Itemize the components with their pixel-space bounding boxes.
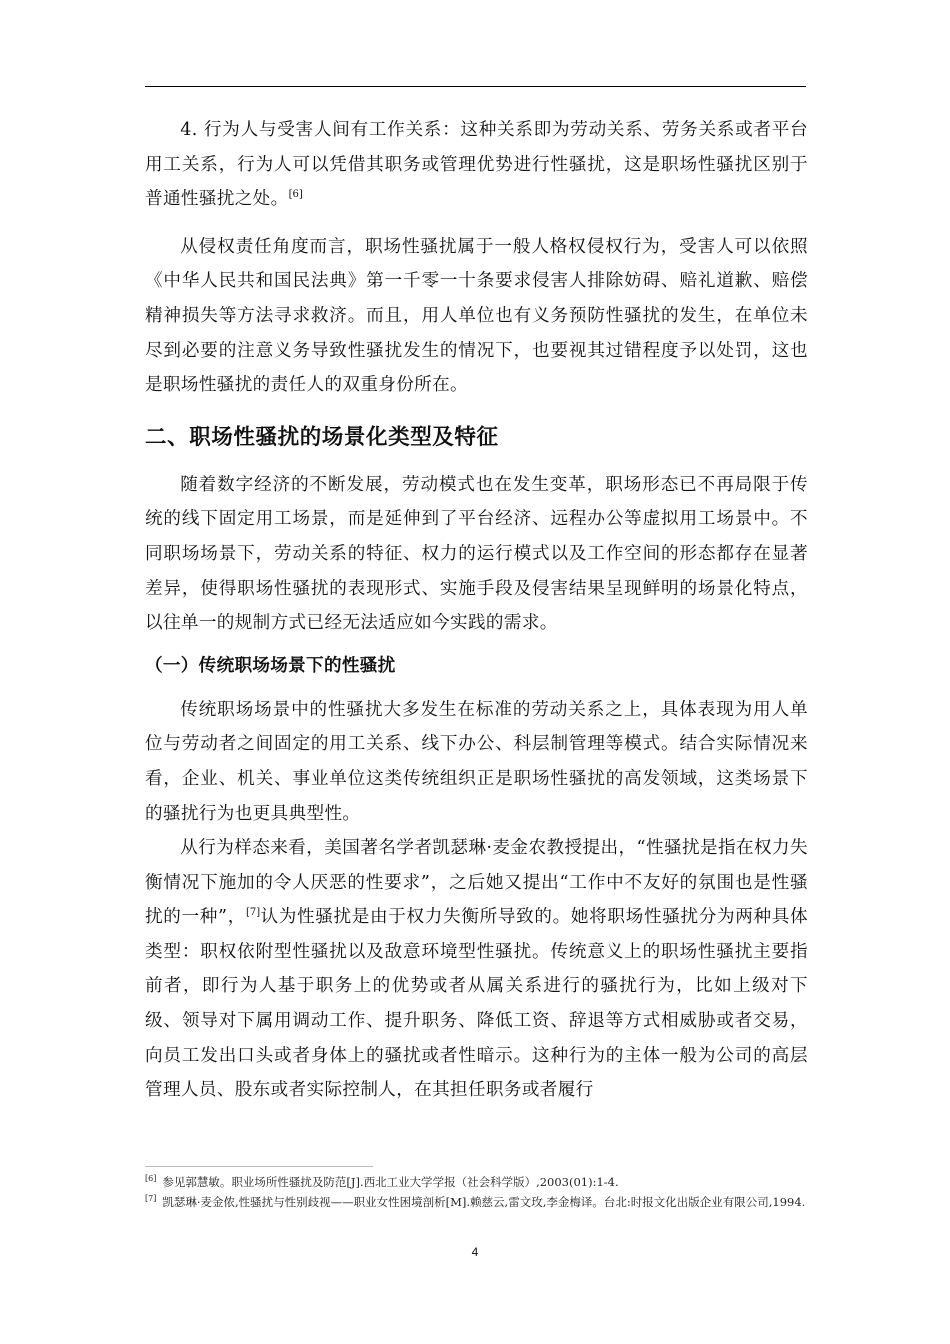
paragraph-behavior-pattern xyxy=(145,831,808,1108)
footnote-6 xyxy=(145,1172,810,1192)
footnote-mark: [6] xyxy=(145,1174,157,1184)
page-number: 4 xyxy=(471,1245,479,1259)
header-rule xyxy=(145,86,806,87)
footnote-7 xyxy=(145,1192,810,1212)
footnote-text: 参见郭慧敏。职业场所性骚扰及防范[J].西北工业大学学报（社会科学版）,2003(01):1-4. xyxy=(162,1175,619,1189)
footnote-mark: [7] xyxy=(145,1194,157,1204)
footnotes xyxy=(145,1172,810,1212)
paragraph-tort-liability: 从侵权责任角度而言，职场性骚扰属于一般人格权侵权行为，受害人可以依照《中华人民共和国民法典》第一千零一十条要求侵害人排除妨碍、赔礼道歉、赔偿精神损失等方法寻求救济。而且，用人单位也有义务预防性骚扰的发生，在单位未尽到必要的注意义务导致性骚扰发生的情况下，也要视其过错程度予以处罚，这也是职场性骚扰的责任人的双重身份所在。 xyxy=(145,236,808,396)
paragraph-work-relation xyxy=(145,113,808,217)
paragraph-digital-economy: 随着数字经济的不断发展，劳动模式也在发生变革，职场形态已不再局限于传统的线下固定用工场景，而是延伸到了平台经济、远程办公等虚拟用工场景中。不同职场场景下，劳动关系的特征、权力的运行模式以及工作空间的形态都存在显著差异，使得职场性骚扰的表现形式、实施手段及侵害结果呈现鲜明的场景化特点，以往单一的规制方式已经无法适应如今实践的需求。 xyxy=(145,474,808,634)
body-text xyxy=(145,113,808,1108)
paragraph-text: 认为性骚扰是由于权力失衡所导致的。她将职场性骚扰分为两种具体类型：职权依附型性骚扰以及敌意环境型性骚扰。传统意义上的职场性骚扰主要指前者，即行为人基于职务上的优势或者从属关系进行的骚扰行为，比如上级对下级、领导对下属用调动工作、提升职务、降低工资、辞退等方式相威胁或者交易，向员工发出口头或者身体上的骚扰或者性暗示。这种行为的主体一般为公司的高层管理人员、股东或者实际控制人，在其担任职务或者履行 xyxy=(145,907,808,1101)
subsection-heading: （一）传统职场场景下的性骚扰 xyxy=(145,654,396,676)
footnote-separator xyxy=(145,1166,373,1167)
footnote-text: 凯瑟琳·麦金侬,性骚扰与性别歧视——职业女性困境剖析[M].赖慈云,雷文玫,李金梅译。台北:时报文化出版企业有限公司,1994. xyxy=(162,1195,806,1209)
section-heading: 二、职场性骚扰的场景化类型及特征 xyxy=(145,424,499,450)
paragraph-traditional-workplace: 传统职场场景中的性骚扰大多发生在标准的劳动关系之上，具体表现为用人单位与劳动者之间固定的用工关系、线下办公、科层制管理等模式。结合实际情况来看，企业、机关、事业单位这类传统组织正是职场性骚扰的高发领域，这类场景下的骚扰行为也更具典型性。 xyxy=(145,699,808,824)
footnote-ref-7[interactable]: [7] xyxy=(245,907,261,919)
paragraph-text: 4. 行为人与受害人间有工作关系：这种关系即为劳动关系、劳务关系或者平台用工关系，行为人可以凭借其职务或管理优势进行性骚扰，这是职场性骚扰区别于普通性骚扰之处。 xyxy=(145,120,808,210)
paragraph-text: 从行为样态来看，美国著名学者凯瑟琳·麦金农教授提出，“性骚扰是指在权力失衡情况下施加的令人厌恶的性要求”，之后她又提出“工作中不友好的氛围也是性骚扰的一种”， xyxy=(145,838,808,928)
footnote-ref-6[interactable]: [6] xyxy=(288,189,303,201)
